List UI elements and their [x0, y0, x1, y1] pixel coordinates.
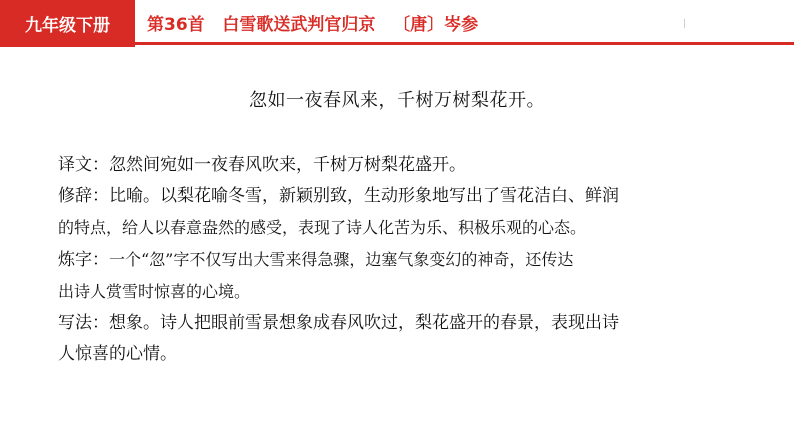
- title-bar: [135, 0, 794, 44]
- section-technique: [58, 308, 748, 370]
- poem-line: 忽如一夜春风来，千树万树梨花开。: [249, 90, 545, 111]
- section-continuation: 的特点，给人以春意盎然的感受，表现了诗人化苦为乐、积极乐观的心态。: [58, 218, 587, 237]
- section-label: 写法：: [58, 313, 109, 333]
- section-continuation: 出诗人赏雪时惊喜的心境。: [58, 282, 251, 301]
- section-text: 一个“忽”字不仅写出大雪来得急骤，边塞气象变幻的神奇，还传达: [109, 250, 574, 269]
- annotation-content: [58, 150, 748, 370]
- section-rhetoric: [58, 181, 748, 244]
- section-continuation: 人惊喜的心情。: [58, 344, 177, 364]
- title-underline: [135, 42, 794, 45]
- title-divider-mark: [684, 19, 685, 28]
- section-label: 炼字：: [58, 250, 109, 270]
- grade-label: 九年级下册: [25, 16, 110, 36]
- section-label: 译文：: [58, 155, 109, 175]
- header-bar: [0, 0, 794, 47]
- section-text: 想象。诗人把眼前雪景想象成春风吹过，梨花盛开的春景，表现出诗: [109, 313, 619, 333]
- section-word-choice: [58, 244, 748, 308]
- page-title: 第36首 白雪歌送武判官归京 〔唐〕岑参: [147, 14, 479, 35]
- section-label: 修辞：: [58, 186, 109, 206]
- section-translation: [58, 150, 748, 181]
- section-text: 比喻。以梨花喻冬雪，新颖别致，生动形象地写出了雪花洁白、鲜润: [109, 186, 619, 206]
- section-text: 忽然间宛如一夜春风吹来，千树万树梨花盛开。: [109, 155, 466, 175]
- grade-tab: [0, 0, 135, 47]
